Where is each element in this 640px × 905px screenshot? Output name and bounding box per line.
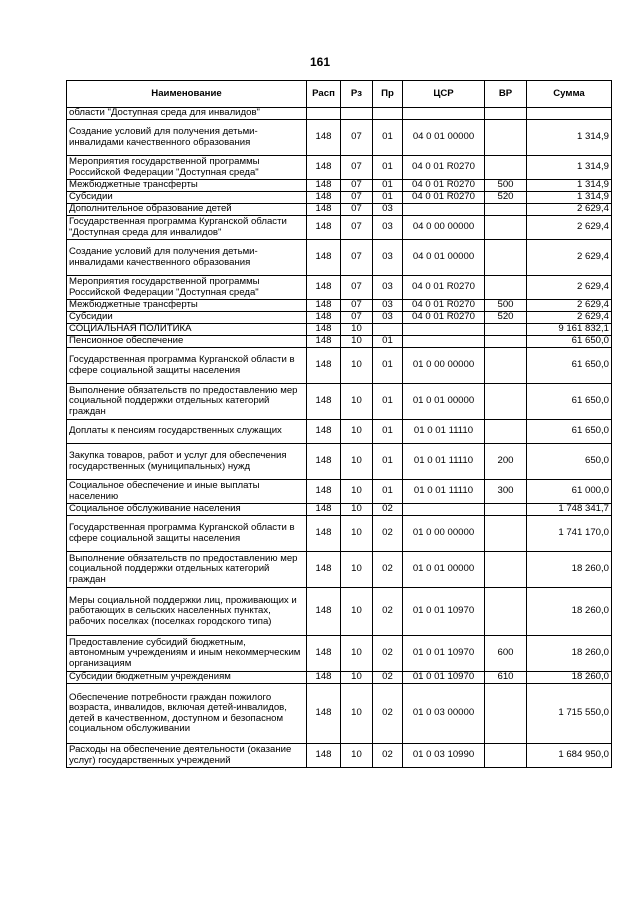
table-row	[67, 216, 612, 240]
cell-csr: 01 0 01 00000	[403, 384, 485, 420]
cell-sum: 2 629,4	[527, 312, 612, 324]
cell-rz: 10	[341, 516, 373, 552]
cell-rasp: 148	[307, 444, 341, 480]
table-row	[67, 516, 612, 552]
cell-sum: 18 260,0	[527, 588, 612, 636]
cell-vr: 500	[485, 300, 527, 312]
cell-sum: 61 650,0	[527, 348, 612, 384]
cell-rz: 10	[341, 588, 373, 636]
cell-vr	[485, 336, 527, 348]
cell-pr: 01	[373, 156, 403, 180]
cell-rz: 10	[341, 420, 373, 444]
cell-rz: 10	[341, 552, 373, 588]
cell-rz: 07	[341, 180, 373, 192]
cell-rasp: 148	[307, 552, 341, 588]
cell-pr: 03	[373, 204, 403, 216]
table-row	[67, 276, 612, 300]
cell-name: Предоставление субсидий бюджетным, автономным учреждениям и иным некоммерческим организациям	[67, 636, 307, 672]
table-row	[67, 684, 612, 744]
cell-csr: 01 0 01 11110	[403, 480, 485, 504]
cell-pr: 01	[373, 420, 403, 444]
cell-pr: 02	[373, 636, 403, 672]
table-row	[67, 384, 612, 420]
header-rz: Рз	[341, 81, 373, 108]
cell-sum: 1 314,9	[527, 180, 612, 192]
cell-rasp: 148	[307, 420, 341, 444]
cell-rasp: 148	[307, 204, 341, 216]
budget-table	[66, 80, 612, 768]
cell-pr: 02	[373, 672, 403, 684]
cell-name: СОЦИАЛЬНАЯ ПОЛИТИКА	[67, 324, 307, 336]
table-row	[67, 120, 612, 156]
cell-rasp: 148	[307, 504, 341, 516]
cell-csr: 04 0 01 R0270	[403, 192, 485, 204]
cell-rasp: 148	[307, 636, 341, 672]
cell-name: Меры социальной поддержки лиц, проживающих и работающих в сельских населенных пунктах, рабочих поселках (поселках городского типа)	[67, 588, 307, 636]
table-header-row	[67, 81, 612, 108]
cell-rasp: 148	[307, 384, 341, 420]
cell-csr: 04 0 00 00000	[403, 216, 485, 240]
cell-pr: 02	[373, 516, 403, 552]
cell-vr	[485, 684, 527, 744]
cell-csr	[403, 324, 485, 336]
cell-sum	[527, 108, 612, 120]
cell-csr: 01 0 01 10970	[403, 636, 485, 672]
cell-name: Государственная программа Курганской области в сфере социальной защиты населения	[67, 348, 307, 384]
header-sum: Сумма	[527, 81, 612, 108]
cell-rasp: 148	[307, 240, 341, 276]
cell-pr	[373, 108, 403, 120]
table-row	[67, 552, 612, 588]
table-row	[67, 240, 612, 276]
header-pr: Пр	[373, 81, 403, 108]
header-rasp: Расп	[307, 81, 341, 108]
cell-name: области "Доступная среда для инвалидов"	[67, 108, 307, 120]
cell-rasp: 148	[307, 300, 341, 312]
cell-csr: 01 0 00 00000	[403, 348, 485, 384]
cell-csr	[403, 204, 485, 216]
cell-name: Выполнение обязательств по предоставлению мер социальной поддержки отдельных категорий граждан	[67, 384, 307, 420]
cell-csr: 04 0 01 00000	[403, 240, 485, 276]
cell-vr	[485, 204, 527, 216]
cell-csr: 04 0 01 R0270	[403, 276, 485, 300]
cell-rasp: 148	[307, 312, 341, 324]
table-row	[67, 348, 612, 384]
cell-sum: 1 715 550,0	[527, 684, 612, 744]
cell-sum: 2 629,4	[527, 216, 612, 240]
cell-name: Субсидии	[67, 312, 307, 324]
cell-name: Социальное обслуживание населения	[67, 504, 307, 516]
cell-name: Межбюджетные трансферты	[67, 180, 307, 192]
cell-csr: 01 0 01 10970	[403, 588, 485, 636]
cell-csr: 01 0 03 00000	[403, 684, 485, 744]
table-row	[67, 420, 612, 444]
cell-sum: 2 629,4	[527, 204, 612, 216]
cell-vr	[485, 384, 527, 420]
cell-rz: 10	[341, 684, 373, 744]
cell-rz: 10	[341, 336, 373, 348]
cell-vr	[485, 516, 527, 552]
cell-sum: 1 748 341,7	[527, 504, 612, 516]
cell-pr: 03	[373, 216, 403, 240]
page-number: 161	[309, 55, 331, 69]
cell-vr	[485, 744, 527, 768]
cell-sum: 1 741 170,0	[527, 516, 612, 552]
cell-sum: 61 650,0	[527, 384, 612, 420]
cell-name: Создание условий для получения детьми-инвалидами качественного образования	[67, 240, 307, 276]
cell-csr: 01 0 01 11110	[403, 444, 485, 480]
cell-rz: 07	[341, 276, 373, 300]
table-row	[67, 180, 612, 192]
cell-rz: 07	[341, 240, 373, 276]
cell-rasp: 148	[307, 480, 341, 504]
cell-vr: 500	[485, 180, 527, 192]
table-row	[67, 204, 612, 216]
table-row	[67, 636, 612, 672]
cell-sum: 1 684 950,0	[527, 744, 612, 768]
cell-sum: 2 629,4	[527, 300, 612, 312]
cell-vr: 520	[485, 192, 527, 204]
cell-vr	[485, 108, 527, 120]
cell-name: Закупка товаров, работ и услуг для обеспечения государственных (муниципальных) нужд	[67, 444, 307, 480]
cell-csr: 04 0 01 R0270	[403, 312, 485, 324]
cell-rasp: 148	[307, 324, 341, 336]
cell-pr	[373, 324, 403, 336]
cell-pr: 03	[373, 240, 403, 276]
cell-rz: 07	[341, 192, 373, 204]
cell-rz: 10	[341, 744, 373, 768]
table-row	[67, 192, 612, 204]
cell-rz: 10	[341, 504, 373, 516]
cell-rz: 10	[341, 636, 373, 672]
table-row	[67, 156, 612, 180]
cell-rasp: 148	[307, 684, 341, 744]
cell-rz: 07	[341, 216, 373, 240]
cell-sum: 18 260,0	[527, 552, 612, 588]
cell-rasp: 148	[307, 180, 341, 192]
cell-vr	[485, 420, 527, 444]
cell-csr: 04 0 01 00000	[403, 120, 485, 156]
cell-pr: 01	[373, 480, 403, 504]
cell-csr: 04 0 01 R0270	[403, 156, 485, 180]
cell-csr: 01 0 03 10990	[403, 744, 485, 768]
cell-pr: 03	[373, 300, 403, 312]
cell-pr: 02	[373, 552, 403, 588]
cell-csr: 04 0 01 R0270	[403, 300, 485, 312]
cell-pr: 02	[373, 588, 403, 636]
cell-rasp: 148	[307, 336, 341, 348]
cell-rasp: 148	[307, 156, 341, 180]
cell-rz: 07	[341, 312, 373, 324]
table-row	[67, 744, 612, 768]
cell-name: Обеспечение потребности граждан пожилого возраста, инвалидов, включая детей-инвалидов, детей в качественном, доступном и безопасном социальном обслуживании	[67, 684, 307, 744]
table-row	[67, 504, 612, 516]
cell-vr: 600	[485, 636, 527, 672]
cell-vr	[485, 216, 527, 240]
cell-rz: 07	[341, 120, 373, 156]
cell-sum: 1 314,9	[527, 120, 612, 156]
table-row	[67, 300, 612, 312]
cell-name: Социальное обеспечение и иные выплаты населению	[67, 480, 307, 504]
cell-vr: 610	[485, 672, 527, 684]
cell-pr: 03	[373, 276, 403, 300]
cell-sum: 9 161 832,1	[527, 324, 612, 336]
cell-rasp: 148	[307, 516, 341, 552]
cell-pr: 01	[373, 192, 403, 204]
cell-sum: 18 260,0	[527, 636, 612, 672]
cell-vr	[485, 324, 527, 336]
cell-sum: 1 314,9	[527, 156, 612, 180]
cell-rz: 07	[341, 204, 373, 216]
cell-rz: 07	[341, 156, 373, 180]
cell-sum: 18 260,0	[527, 672, 612, 684]
table-row	[67, 588, 612, 636]
cell-sum: 650,0	[527, 444, 612, 480]
cell-sum: 2 629,4	[527, 276, 612, 300]
cell-pr: 02	[373, 504, 403, 516]
cell-rz: 10	[341, 480, 373, 504]
cell-pr: 01	[373, 348, 403, 384]
cell-vr	[485, 588, 527, 636]
cell-rasp: 148	[307, 348, 341, 384]
cell-rasp: 148	[307, 276, 341, 300]
cell-name: Пенсионное обеспечение	[67, 336, 307, 348]
header-vr: ВР	[485, 81, 527, 108]
cell-vr	[485, 156, 527, 180]
cell-csr: 01 0 01 10970	[403, 672, 485, 684]
cell-vr	[485, 504, 527, 516]
cell-csr: 01 0 01 11110	[403, 420, 485, 444]
cell-csr: 01 0 00 00000	[403, 516, 485, 552]
cell-sum: 2 629,4	[527, 240, 612, 276]
table-row	[67, 480, 612, 504]
cell-rasp: 148	[307, 588, 341, 636]
table-row	[67, 312, 612, 324]
cell-pr: 01	[373, 180, 403, 192]
cell-sum: 61 650,0	[527, 420, 612, 444]
cell-name: Дополнительное образование детей	[67, 204, 307, 216]
cell-rasp: 148	[307, 120, 341, 156]
cell-name: Доплаты к пенсиям государственных служащих	[67, 420, 307, 444]
table-row	[67, 324, 612, 336]
cell-pr: 01	[373, 444, 403, 480]
cell-sum: 61 000,0	[527, 480, 612, 504]
table-row	[67, 336, 612, 348]
cell-pr: 03	[373, 312, 403, 324]
cell-rz: 07	[341, 300, 373, 312]
cell-name: Мероприятия государственной программы Российской Федерации "Доступная среда"	[67, 156, 307, 180]
cell-vr: 520	[485, 312, 527, 324]
cell-rasp: 148	[307, 672, 341, 684]
cell-sum: 61 650,0	[527, 336, 612, 348]
cell-pr: 02	[373, 684, 403, 744]
cell-vr: 300	[485, 480, 527, 504]
cell-rz: 10	[341, 324, 373, 336]
cell-name: Создание условий для получения детьми-инвалидами качественного образования	[67, 120, 307, 156]
cell-name: Субсидии	[67, 192, 307, 204]
cell-rasp: 148	[307, 216, 341, 240]
cell-rasp: 148	[307, 192, 341, 204]
cell-vr	[485, 120, 527, 156]
cell-vr	[485, 276, 527, 300]
cell-rz: 10	[341, 348, 373, 384]
cell-name: Выполнение обязательств по предоставлению мер социальной поддержки отдельных категорий граждан	[67, 552, 307, 588]
cell-pr: 01	[373, 336, 403, 348]
cell-csr: 01 0 01 00000	[403, 552, 485, 588]
cell-vr: 200	[485, 444, 527, 480]
cell-name: Государственная программа Курганской области в сфере социальной защиты населения	[67, 516, 307, 552]
cell-rasp	[307, 108, 341, 120]
cell-csr	[403, 504, 485, 516]
header-csr: ЦСР	[403, 81, 485, 108]
table-row	[67, 672, 612, 684]
cell-sum: 1 314,9	[527, 192, 612, 204]
cell-name: Мероприятия государственной программы Российской Федерации "Доступная среда"	[67, 276, 307, 300]
cell-vr	[485, 348, 527, 384]
cell-rz	[341, 108, 373, 120]
cell-vr	[485, 552, 527, 588]
cell-vr	[485, 240, 527, 276]
cell-name: Субсидии бюджетным учреждениям	[67, 672, 307, 684]
cell-csr: 04 0 01 R0270	[403, 180, 485, 192]
cell-rasp: 148	[307, 744, 341, 768]
cell-pr: 01	[373, 384, 403, 420]
cell-csr	[403, 108, 485, 120]
cell-name: Межбюджетные трансферты	[67, 300, 307, 312]
header-name: Наименование	[67, 81, 307, 108]
cell-rz: 10	[341, 672, 373, 684]
cell-name: Государственная программа Курганской области "Доступная среда для инвалидов"	[67, 216, 307, 240]
cell-name: Расходы на обеспечение деятельности (оказание услуг) государственных учреждений	[67, 744, 307, 768]
cell-rz: 10	[341, 384, 373, 420]
cell-rz: 10	[341, 444, 373, 480]
cell-pr: 02	[373, 744, 403, 768]
table-row	[67, 108, 612, 120]
cell-pr: 01	[373, 120, 403, 156]
cell-csr	[403, 336, 485, 348]
table-row	[67, 444, 612, 480]
